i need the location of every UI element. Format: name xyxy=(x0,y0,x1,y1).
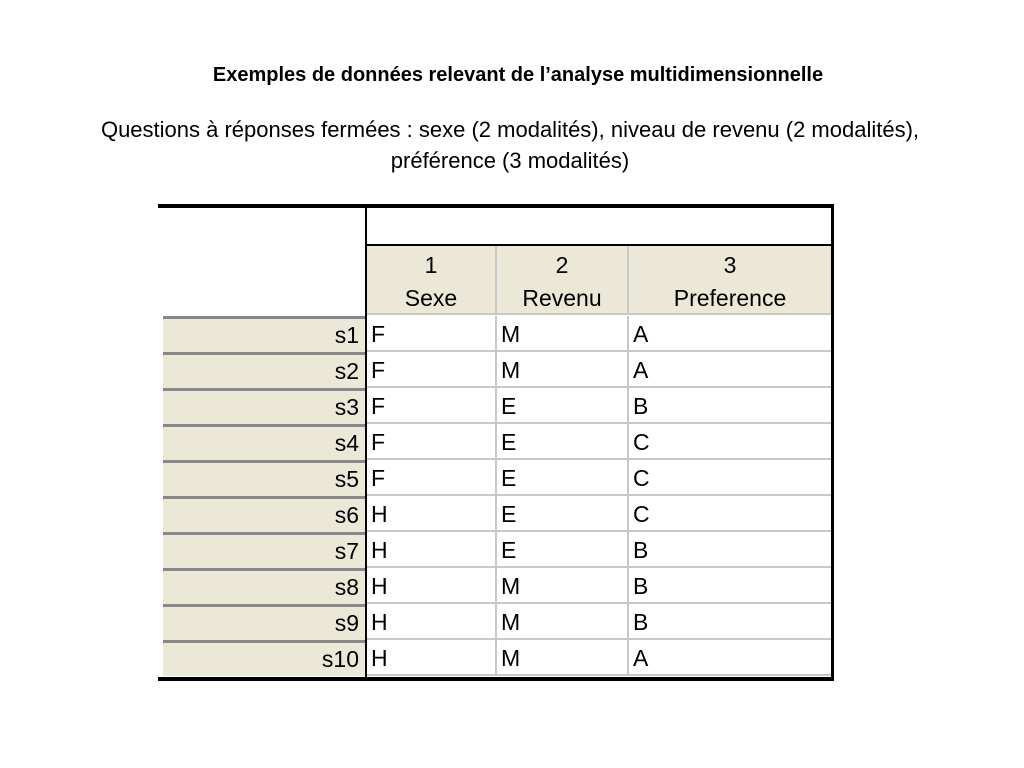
table-cell: B xyxy=(629,388,831,424)
table-row xyxy=(158,532,831,568)
table-cell: M xyxy=(497,568,629,604)
column-label: Sexe xyxy=(404,285,458,311)
table-cell: E xyxy=(497,532,629,568)
table-cell: H xyxy=(367,640,497,676)
slide-subtitle: Questions à réponses fermées : sexe (2 modalités), niveau de revenu (2 modalités), préférence (3 modalités) xyxy=(100,117,920,173)
table-cell: F xyxy=(367,424,497,460)
table-row xyxy=(158,352,831,388)
table-top-border xyxy=(158,204,834,208)
column-label: Revenu xyxy=(522,285,602,311)
table-cell: C xyxy=(629,496,831,532)
table-row xyxy=(158,316,831,352)
row-label: s7 xyxy=(163,532,365,568)
table-cell: M xyxy=(497,604,629,640)
table-cell: A xyxy=(629,640,831,676)
column-label: Preference xyxy=(673,285,787,311)
table-cell: F xyxy=(367,388,497,424)
table-cell: B xyxy=(629,568,831,604)
table-cell: E xyxy=(497,388,629,424)
table-cell: E xyxy=(497,460,629,496)
column-header-preference xyxy=(629,246,831,315)
row-label: s4 xyxy=(163,424,365,460)
table-cell: A xyxy=(629,316,831,352)
table-row xyxy=(158,388,831,424)
table-cell: H xyxy=(367,568,497,604)
row-label: s10 xyxy=(163,640,365,676)
table-cell: C xyxy=(629,460,831,496)
table-cell: E xyxy=(497,424,629,460)
column-number: 3 xyxy=(723,252,737,278)
table-cell: M xyxy=(497,316,629,352)
column-number: 1 xyxy=(424,252,438,278)
table-cell: B xyxy=(629,532,831,568)
table-row xyxy=(158,496,831,532)
table-cell: M xyxy=(497,352,629,388)
table-cell: F xyxy=(367,316,497,352)
table-cell: M xyxy=(497,640,629,676)
row-label: s2 xyxy=(163,352,365,388)
table-bottom-border xyxy=(158,677,834,681)
table-cell: B xyxy=(629,604,831,640)
table-cell: H xyxy=(367,532,497,568)
row-label: s1 xyxy=(163,316,365,352)
table-row xyxy=(158,424,831,460)
row-label: s8 xyxy=(163,568,365,604)
table-cell: E xyxy=(497,496,629,532)
table-cell: F xyxy=(367,352,497,388)
table-cell: C xyxy=(629,424,831,460)
table-row xyxy=(158,568,831,604)
table-row xyxy=(158,640,831,676)
table-cell: H xyxy=(367,604,497,640)
table-cell: A xyxy=(629,352,831,388)
table-right-border xyxy=(831,204,834,681)
table-row xyxy=(158,460,831,496)
row-label: s9 xyxy=(163,604,365,640)
slide-title: Exemples de données relevant de l’analyse multidimensionnelle xyxy=(212,64,824,86)
table-cell: F xyxy=(367,460,497,496)
column-header-sexe xyxy=(367,246,497,315)
column-header-revenu xyxy=(497,246,629,315)
row-label: s6 xyxy=(163,496,365,532)
row-label: s5 xyxy=(163,460,365,496)
data-table xyxy=(158,204,834,681)
table-cell: H xyxy=(367,496,497,532)
table-row xyxy=(158,604,831,640)
column-number: 2 xyxy=(555,252,569,278)
row-label: s3 xyxy=(163,388,365,424)
